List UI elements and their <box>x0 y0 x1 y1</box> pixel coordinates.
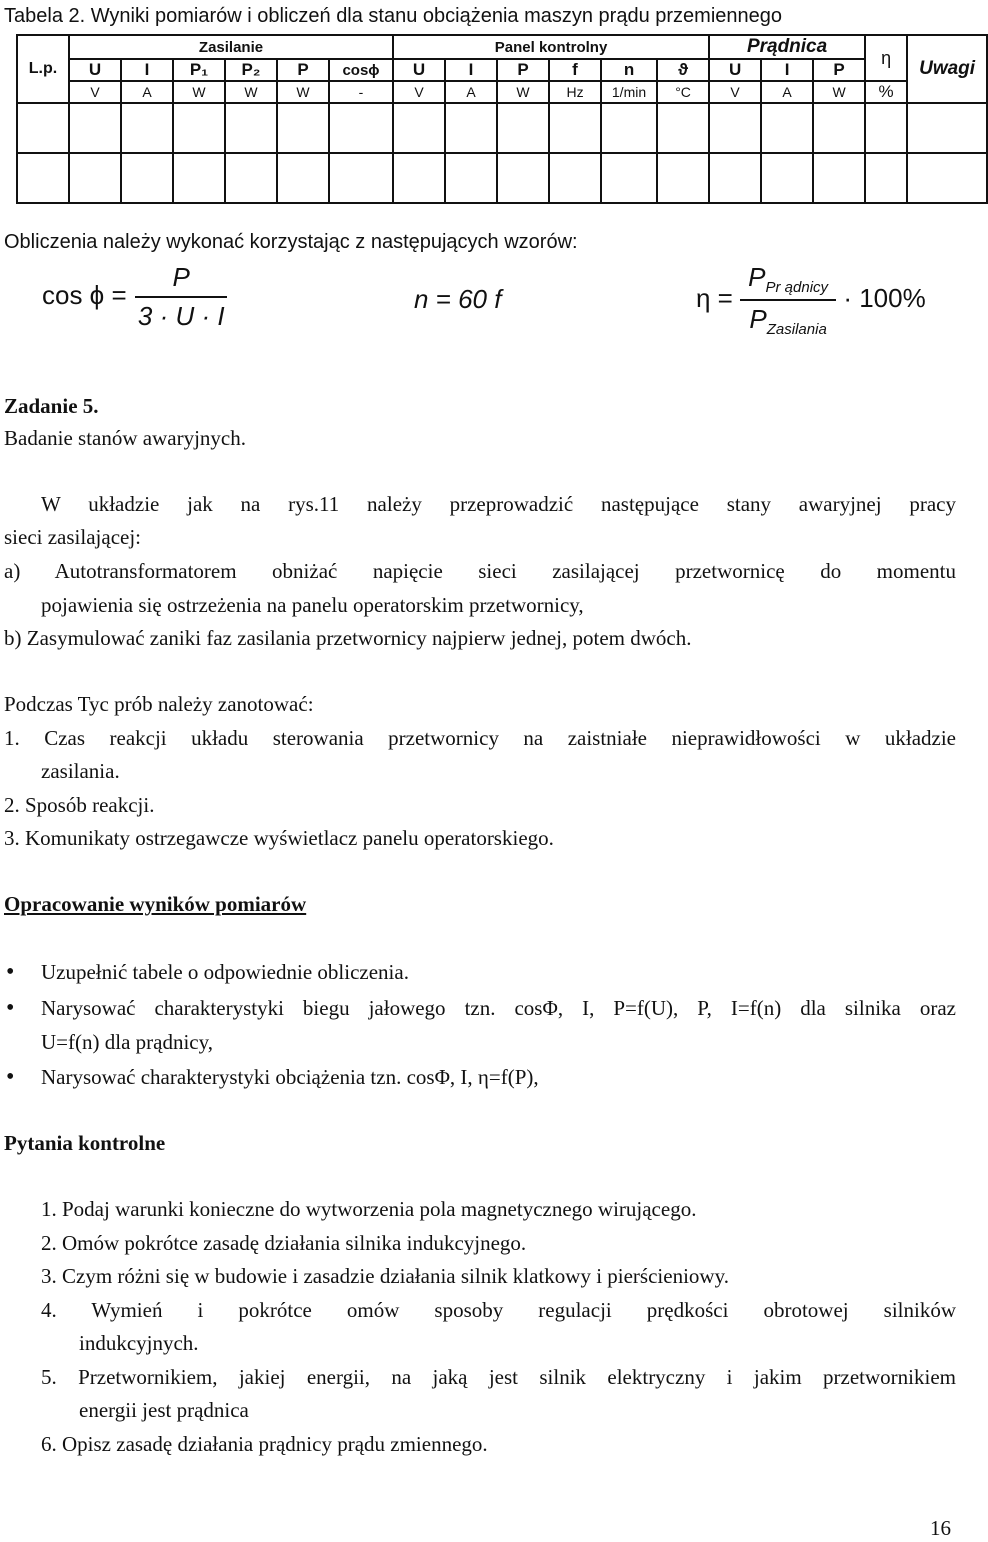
question-5-line2: energii jest prądnica <box>79 1398 249 1422</box>
note-1-line1: 1. Czas reakcji układu sterowania przetwornicy na zaistniałe nieprawidłowości w układzie <box>4 726 956 750</box>
note-1-line2: zasilania. <box>41 759 120 783</box>
unit-cell: W <box>813 81 865 103</box>
symbol-cell: U <box>69 59 121 81</box>
questions-heading: Pytania kontrolne <box>4 1131 166 1155</box>
lp-header: L.p. <box>17 35 69 103</box>
formula-lhs: η = <box>696 283 733 314</box>
item-b: b) Zasymulować zaniki faz zasilania przetwornicy najpierw jednej, potem dwóch. <box>4 626 692 650</box>
question-3: 3. Czym różni się w budowie i zasadzie działania silnik klatkowy i pierścieniowy. <box>41 1264 729 1288</box>
pradnica-header: Prądnica <box>709 35 865 59</box>
note-2: 2. Sposób reakcji. <box>4 793 155 817</box>
unit-cell: W <box>277 81 329 103</box>
formula-lhs: cos ϕ = <box>42 279 127 310</box>
numerator-sub: Pr ądnicy <box>765 279 829 297</box>
cos-phi-formula <box>42 262 229 332</box>
efficiency-formula <box>696 262 926 338</box>
symbol-cell: f <box>549 59 601 81</box>
task-title: Zadanie 5. <box>4 394 99 418</box>
task-paragraph-line2: sieci zasilającej: <box>4 525 142 549</box>
unit-cell: % <box>865 81 907 103</box>
denominator: 3 · U · I <box>137 301 225 331</box>
unit-cell: Hz <box>549 81 601 103</box>
unit-cell: V <box>69 81 121 103</box>
unit-cell: A <box>445 81 497 103</box>
numerator: P <box>172 262 190 292</box>
unit-cell: °C <box>657 81 709 103</box>
results-item-2-line1: Narysować charakterystyki biegu jałowego tzn. cosΦ, I, P=f(U), P, I=f(n) dla silnika oraz <box>41 996 956 1020</box>
note-3: 3. Komunikaty ostrzegawcze wyświetlacz panelu operatorskiego. <box>4 826 554 850</box>
item-a-line2: pojawienia się ostrzeżenia na panelu operatorskim przetwornicy, <box>41 593 584 617</box>
numerator-main: P <box>748 262 766 292</box>
notes-intro: Podczas Tyc prób należy zanotować: <box>4 692 314 716</box>
formulas-intro: Obliczenia należy wykonać korzystając z następujących wzorów: <box>4 231 578 253</box>
symbol-cell: cosϕ <box>329 59 393 81</box>
symbol-cell: P <box>813 59 865 81</box>
task-paragraph-line1: W układzie jak na rys.11 należy przeprowadzić następujące stany awaryjnej pracy <box>41 492 956 516</box>
question-1: 1. Podaj warunki konieczne do wytworzenia pola magnetycznego wirującego. <box>41 1197 697 1221</box>
panel-header: Panel kontrolny <box>393 35 709 59</box>
symbol-cell: n <box>601 59 657 81</box>
question-4-line1: 4. Wymień i pokrótce omów sposoby regulacji prędkości obrotowej silników <box>41 1298 956 1322</box>
unit-cell: W <box>497 81 549 103</box>
page-number: 16 <box>930 1516 951 1540</box>
unit-cell: A <box>761 81 813 103</box>
table-row <box>17 153 987 203</box>
results-item-1: Uzupełnić tabele o odpowiednie obliczenia. <box>41 960 409 984</box>
results-item-2-line2: U=f(n) dla prądnicy, <box>41 1030 213 1054</box>
speed-formula: n = 60 f <box>414 284 502 314</box>
bullet-icon: • <box>6 995 15 1021</box>
bullet-icon: • <box>6 1064 15 1090</box>
symbol-cell: I <box>445 59 497 81</box>
symbol-cell: P₁ <box>173 59 225 81</box>
denominator <box>745 304 830 338</box>
question-5-line1: 5. Przetwornikiem, jakiej energii, na jaką jest silnik elektryczny i jakim przetwornikiem <box>41 1365 956 1389</box>
symbol-cell: I <box>761 59 813 81</box>
zasilanie-header: Zasilanie <box>69 35 393 59</box>
unit-cell: W <box>173 81 225 103</box>
formula-fraction <box>740 262 836 338</box>
unit-cell: A <box>121 81 173 103</box>
eta-header: η <box>865 35 907 81</box>
unit-cell: W <box>225 81 277 103</box>
table-caption: Tabela 2. Wyniki pomiarów i obliczeń dla stanu obciążenia maszyn prądu przemiennego <box>4 5 783 27</box>
symbol-cell: P <box>497 59 549 81</box>
symbol-cell: P₂ <box>225 59 277 81</box>
question-4-line2: indukcyjnych. <box>79 1331 199 1355</box>
unit-cell: - <box>329 81 393 103</box>
unit-cell: 1/min <box>601 81 657 103</box>
symbol-cell: I <box>121 59 173 81</box>
symbol-cell: ϑ <box>657 59 709 81</box>
numerator <box>744 262 832 296</box>
symbol-cell: U <box>709 59 761 81</box>
unit-cell: V <box>709 81 761 103</box>
results-item-3: Narysować charakterystyki obciążenia tzn. cosΦ, I, η=f(P), <box>41 1065 539 1089</box>
question-6: 6. Opisz zasadę działania prądnicy prądu zmiennego. <box>41 1432 488 1456</box>
symbol-cell: U <box>393 59 445 81</box>
results-heading: Opracowanie wyników pomiarów <box>4 892 307 916</box>
symbol-cell: P <box>277 59 329 81</box>
bullet-icon: • <box>6 959 15 985</box>
denominator-main: P <box>749 304 767 335</box>
measurement-table <box>16 34 988 204</box>
formula-tail: · 100% <box>843 283 926 314</box>
uwagi-header: Uwagi <box>907 35 987 103</box>
question-2: 2. Omów pokrótce zasadę działania silnika indukcyjnego. <box>41 1231 527 1255</box>
denominator-sub: Zasilania <box>766 321 827 339</box>
task-subtitle: Badanie stanów awaryjnych. <box>4 426 247 450</box>
fraction-bar <box>135 296 227 298</box>
fraction-bar <box>740 299 836 301</box>
item-a-line1: a) Autotransformatorem obniżać napięcie sieci zasilającej przetwornicę do momentu <box>4 559 956 583</box>
formula-fraction <box>134 262 229 332</box>
table-row <box>17 103 987 153</box>
unit-cell: V <box>393 81 445 103</box>
